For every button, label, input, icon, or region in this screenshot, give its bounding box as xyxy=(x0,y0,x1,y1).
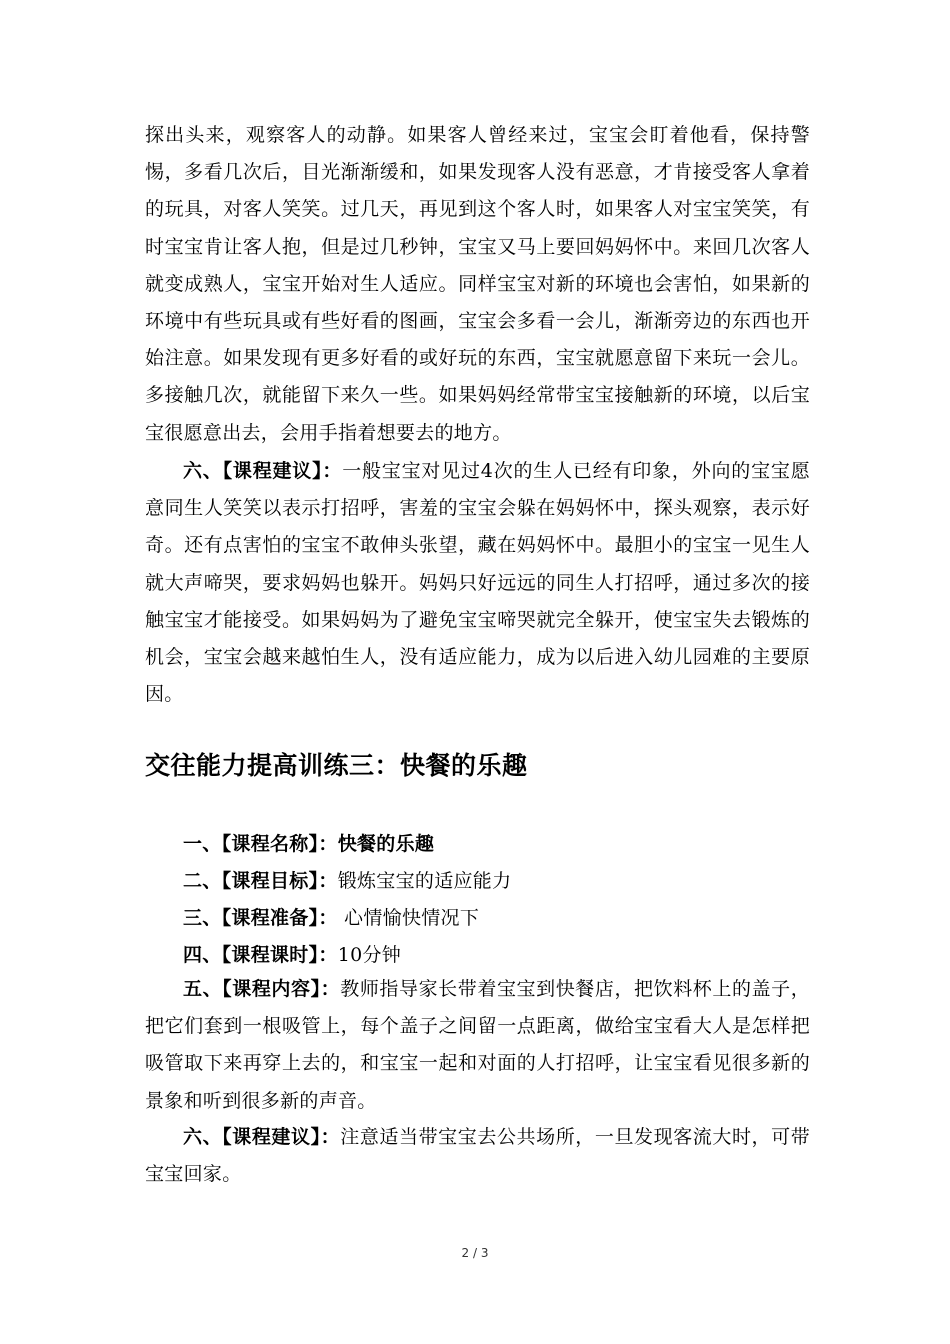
course-name-value: 快餐的乐趣 xyxy=(337,833,435,855)
course-suggestion-paragraph xyxy=(145,1119,810,1193)
course-prep-line xyxy=(183,900,479,937)
course-goal-label: 二、【课程目标】： xyxy=(183,870,338,892)
prev-suggestion-paragraph xyxy=(145,453,810,713)
course-time-line xyxy=(183,937,401,974)
course-time-label: 四、【课程课时】： xyxy=(183,944,338,966)
course-suggestion-text: 注意适当带宝宝去公共场所，一旦发现客流大时，可带宝宝回家。 xyxy=(145,1126,811,1186)
course-name-label: 一、【课程名称】： xyxy=(183,833,338,855)
course-suggestion-label: 六、【课程建议】： xyxy=(183,1126,341,1148)
section-heading: 交往能力提高训练三：快餐的乐趣 xyxy=(145,751,528,780)
continuation-paragraph: 探出头来，观察客人的动静。如果客人曾经来过，宝宝会盯着他看，保持警惕，多看几次后，目光渐渐缓和，如果发现客人没有恶意，才肯接受客人拿着的玩具，对客人笑笑。过几天，再见到这个客人时，如果客人对宝宝笑笑，有时宝宝肯让客人抱，但是过几秒钟，宝宝又马上要回妈妈怀中。来回几次客人就变成熟人，宝宝开始对生人适应。同样宝宝对新的环境也会害怕，如果新的环境中有些玩具或有些好看的图画，宝宝会多看一会儿，渐渐旁边的东西也开始注意。如果发现有更多好看的或好玩的东西，宝宝就愿意留下来玩一会儿。多接触几次，就能留下来久一些。如果妈妈经常带宝宝接触新的环境，以后宝宝很愿意出去，会用手指着想要去的地方。 xyxy=(145,124,810,444)
prev-suggestion-text: 一般宝宝对见过4次的生人已经有印象，外向的宝宝愿意同生人笑笑以表示打招呼，害羞的宝宝会躲在妈妈怀中，探头观察，表示好奇。还有点害怕的宝宝不敢伸头张望，藏在妈妈怀中。最胆小的宝宝一见生人就大声啼哭，要求妈妈也躲开。妈妈只好远远的同生人打招呼，通过多次的接触宝宝才能接受。如果妈妈为了避免宝宝啼哭就完全躲开，使宝宝失去锻炼的机会，宝宝会越来越怕生人，没有适应能力，成为以后进入幼儿园难的主要原因。 xyxy=(145,460,810,706)
course-prep-label: 三、【课程准备】： xyxy=(183,907,338,929)
course-time-value: 10分钟 xyxy=(337,944,402,966)
prev-suggestion-label: 六、【课程建议】： xyxy=(183,460,343,482)
page-number: 2 / 3 xyxy=(461,1246,489,1260)
course-prep-value: 心情愉快情况下 xyxy=(337,907,480,929)
course-goal-line xyxy=(183,863,511,900)
course-name-line xyxy=(183,826,434,863)
course-content-text: 教师指导家长带着宝宝到快餐店，把饮料杯上的盖子，把它们套到一根吸管上，每个盖子之间留一点距离，做给宝宝看大人是怎样把吸管取下来再穿上去的，和宝宝一起和对面的人打招呼，让宝宝看见很多新的景象和听到很多新的声音。 xyxy=(145,978,811,1112)
course-goal-value: 锻炼宝宝的适应能力 xyxy=(337,870,512,892)
course-content-paragraph xyxy=(145,971,810,1120)
course-content-label: 五、【课程内容】： xyxy=(183,978,341,1000)
